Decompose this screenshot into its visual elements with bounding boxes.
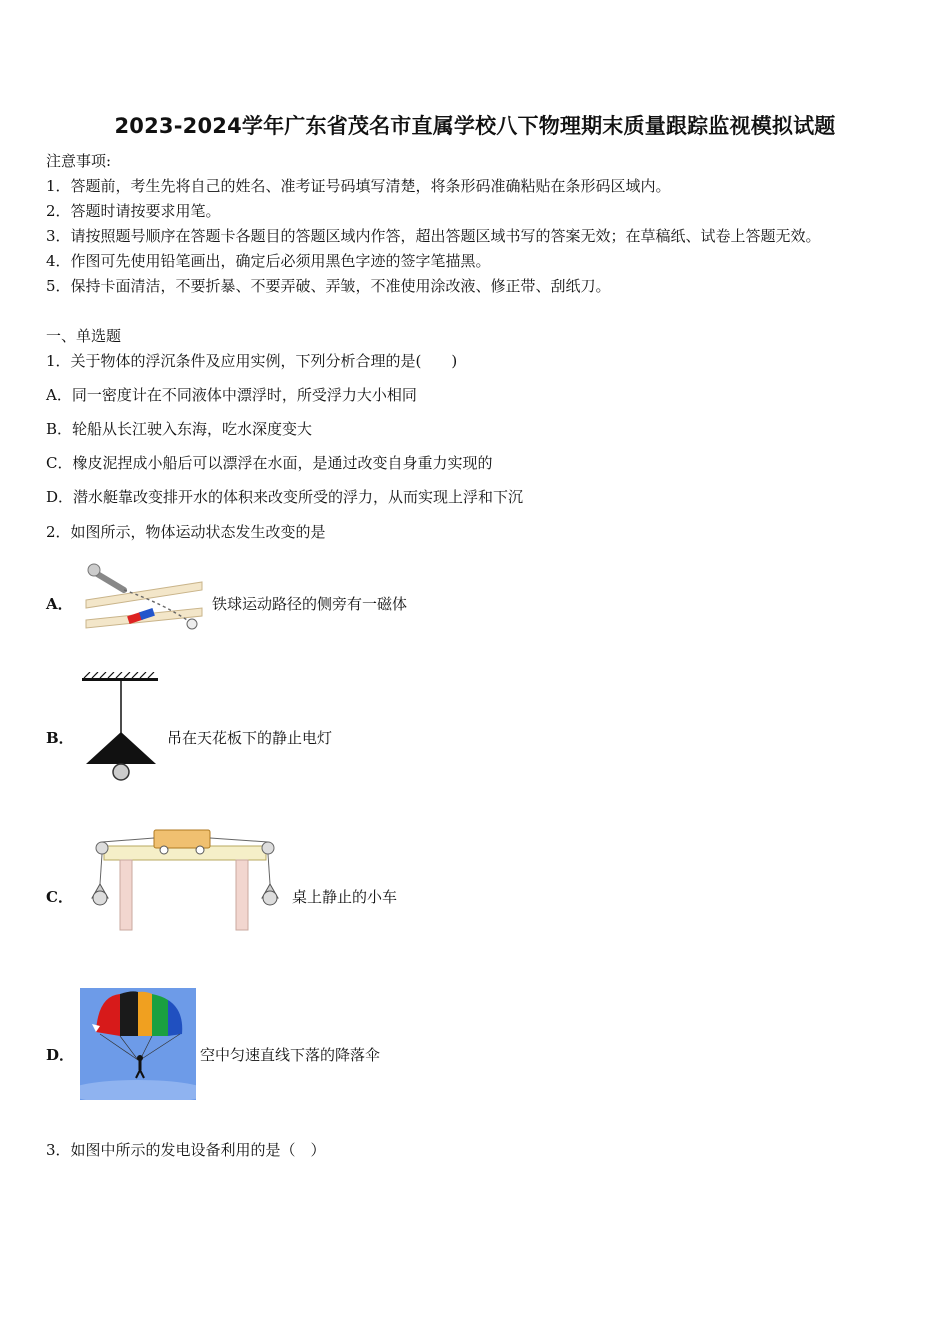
notice-item-4: 4．作图可先使用铅笔画出，确定后必须用黑色字迹的签字笔描黑。 (46, 252, 491, 270)
q1-option-c: C．橡皮泥捏成小船后可以漂浮在水面，是通过改变自身重力实现的 (46, 454, 493, 472)
q2-option-c-label: C． (46, 888, 73, 906)
q2-stem: 2．如图所示，物体运动状态发生改变的是 (46, 523, 326, 541)
q2-option-b-text: 吊在天花板下的静止电灯 (167, 729, 333, 747)
q2-option-a-label: A． (46, 595, 73, 613)
parachute-figure (80, 988, 196, 1100)
notice-item-2: 2．答题时请按要求用笔。 (46, 202, 221, 220)
q3-stem: 3．如图中所示的发电设备利用的是（ ） (46, 1141, 326, 1159)
q2-option-a-text: 铁球运动路径的侧旁有一磁体 (212, 595, 408, 613)
notice-item-1: 1．答题前，考生先将自己的姓名、准考证号码填写清楚，将条形码准确粘贴在条形码区域内。 (46, 177, 671, 195)
q2-option-c-text: 桌上静止的小车 (292, 888, 398, 906)
notice-item-3: 3．请按照题号顺序在答题卡各题目的答题区域内作答，超出答题区域书写的答案无效；在草稿纸、试卷上答题无效。 (46, 227, 821, 245)
q1-option-b: B．轮船从长江驶入东海，吃水深度变大 (46, 420, 313, 438)
q2-option-b-label: B． (46, 729, 74, 747)
q1-option-a: A．同一密度计在不同液体中漂浮时，所受浮力大小相同 (46, 386, 417, 404)
hanging-lamp-figure (80, 672, 162, 784)
page-title: 2023-2024学年广东省茂名市直属学校八下物理期末质量跟踪监视模拟试题 (114, 114, 836, 138)
table-cart-figure (84, 826, 288, 934)
q2-option-d-text: 空中匀速直线下落的降落伞 (200, 1046, 381, 1064)
q1-option-d: D．潜水艇靠改变排开水的体积来改变所受的浮力，从而实现上浮和下沉 (46, 488, 524, 506)
magnet-ball-figure (84, 560, 206, 634)
q1-stem: 1．关于物体的浮沉条件及应用实例，下列分析合理的是( ) (46, 352, 458, 370)
q2-option-d-label: D． (46, 1046, 75, 1064)
notice-item-5: 5．保持卡面清洁，不要折暴、不要弄破、弄皱，不准使用涂改液、修正带、刮纸刀。 (46, 277, 611, 295)
section-heading: 一、单选题 (46, 327, 122, 345)
notice-heading: 注意事项: (46, 152, 112, 170)
